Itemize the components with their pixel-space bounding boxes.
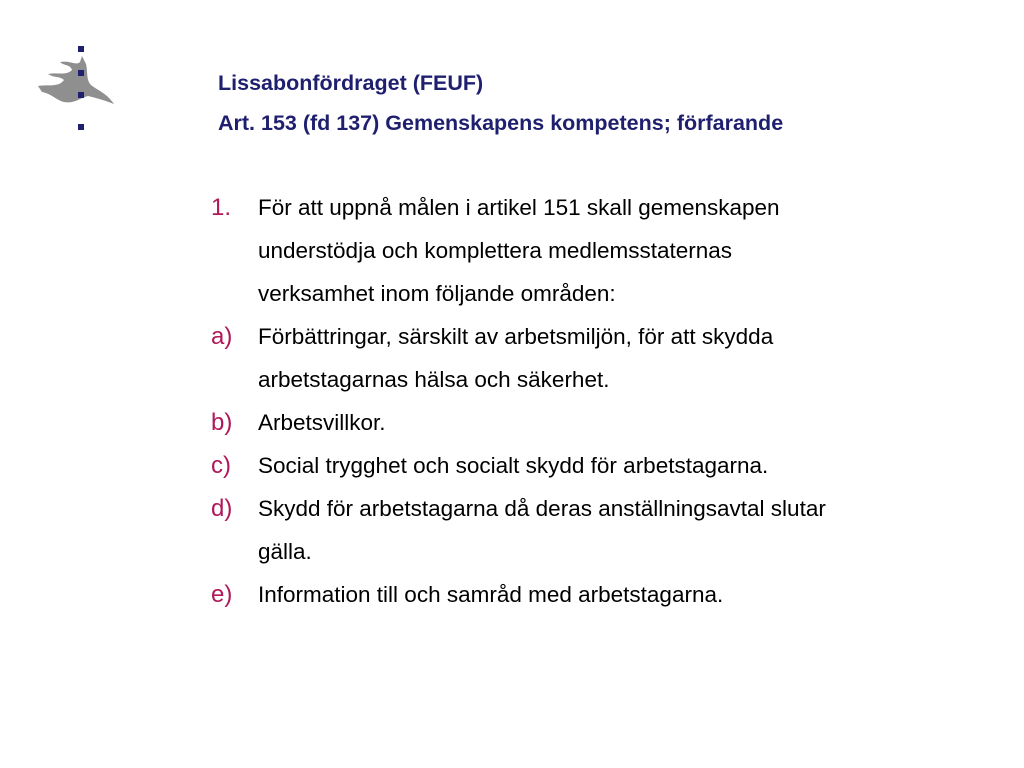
list-item [211,573,1001,616]
list-item [211,315,1001,401]
list-line: understödja och komplettera medlemsstaternas [258,238,732,263]
list-line: Förbättringar, särskilt av arbetsmiljön, för att skydda [258,324,774,349]
list-item [211,444,1001,487]
list-marker: b) [211,409,233,436]
flame-torch-logo-icon [34,44,126,136]
list-line: Information till och samråd med arbetstagarna. [258,582,724,607]
list-marker: c) [211,452,231,479]
list-marker: a) [211,323,233,350]
list-item [211,186,1001,315]
list-line: För att uppnå målen i artikel 151 skall gemenskapen [258,195,780,220]
list-line: verksamhet inom följande områden: [258,281,616,306]
list-marker: 1. [211,194,232,221]
title-line-2: Art. 153 (fd 137) Gemenskapens kompetens; förfarande [218,111,784,135]
slide-title [218,63,783,143]
list-line: gälla. [258,539,312,564]
list-marker: d) [211,495,233,522]
list-marker: e) [211,581,233,608]
list-line: arbetstagarnas hälsa och säkerhet. [258,367,610,392]
title-line-1: Lissabonfördraget (FEUF) [218,71,484,95]
list-item [211,401,1001,444]
list-item [211,487,1001,573]
article-list [211,186,1001,616]
list-line: Social trygghet och socialt skydd för arbetstagarna. [258,453,769,478]
list-line: Skydd för arbetstagarna då deras anställningsavtal slutar [258,496,826,521]
list-line: Arbetsvillkor. [258,410,386,435]
